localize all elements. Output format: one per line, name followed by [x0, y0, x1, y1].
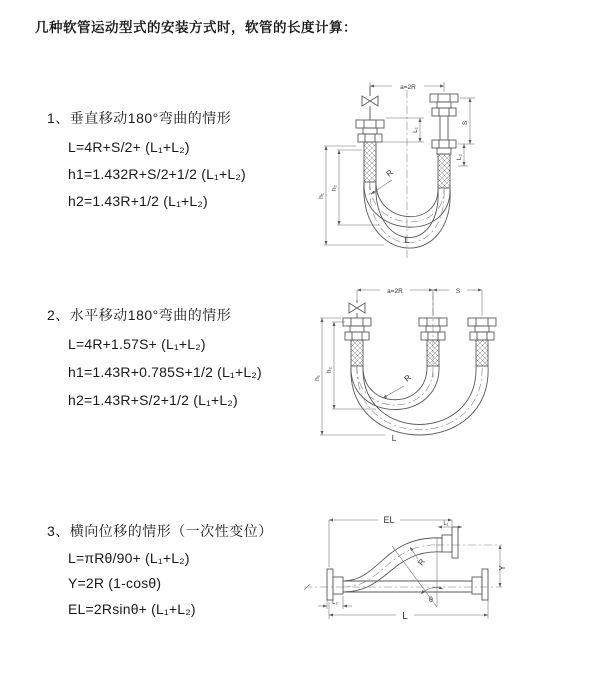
- hose-arcs: [351, 366, 488, 435]
- section-3-heading: 3、横向位移的情形（一次性变位）: [47, 523, 273, 539]
- dim-h1: [314, 318, 385, 435]
- diagram-horizontal-180-bend: [310, 278, 590, 463]
- dim-el-label: EL: [383, 515, 395, 525]
- section-1-formula-3: h2=1.43R+1/2 (L₁+L₂): [68, 193, 208, 209]
- radius-label: R: [416, 557, 427, 568]
- dim-l1: [382, 118, 424, 142]
- dim-y: [498, 545, 507, 587]
- right-pipe-fitting: [430, 94, 458, 188]
- diagram-vertical-180-bend: [312, 68, 590, 264]
- dim-l2: [456, 144, 468, 166]
- radius-leader: [383, 373, 413, 398]
- right-pipe-fitting: [468, 318, 496, 366]
- section-2-formula-1: L=4R+1.57S+ (L₁+L₂): [68, 336, 206, 352]
- dim-h2-label: h₂: [331, 184, 338, 192]
- diagram-lateral-displacement: [300, 502, 595, 657]
- dim-s-label: S: [455, 288, 461, 295]
- upper-flange: [442, 527, 458, 558]
- dim-h1-label: h₁: [314, 375, 321, 381]
- length-label: L: [404, 235, 410, 245]
- radius-label: R: [402, 372, 413, 384]
- dim-h2-label: h₂: [326, 366, 333, 374]
- dim-l2: [318, 596, 352, 609]
- dim-h1-label: h₁: [318, 193, 325, 199]
- section-3-formula-1: L=πRθ/90+ (L₁+L₂): [68, 550, 190, 566]
- dim-el: [329, 515, 452, 567]
- length-label: L: [391, 434, 397, 443]
- valve-icon: [362, 86, 378, 120]
- dim-y-label: Y: [498, 565, 507, 571]
- valve-icon: [349, 300, 365, 318]
- page-title: 几种软管运动型式的安装方式时，软管的长度计算：: [35, 20, 357, 35]
- left-pipe-fitting: [356, 120, 384, 182]
- dim-a2r-label: a=2R: [400, 84, 416, 91]
- dim-a2r-label: a=2R: [387, 288, 403, 295]
- dim-l1-label: L₁: [412, 127, 419, 133]
- dim-a2r: [370, 82, 444, 92]
- section-2-formula-3: h2=1.43R+S/2+1/2 (L₁+L₂): [68, 392, 238, 408]
- dim-l2-label: L₂: [456, 153, 463, 161]
- dim-l: [329, 600, 488, 622]
- section-2-formula-2: h1=1.43R+0.785S+1/2 (L₁+L₂): [68, 364, 262, 380]
- dim-s: [458, 98, 475, 144]
- dim-s: [433, 288, 482, 316]
- dim-s-label: S: [462, 120, 469, 126]
- section-1-heading: 1、垂直移动180°弯曲的情形: [47, 110, 232, 126]
- dim-a2r: [357, 288, 433, 316]
- section-1-formula-1: L=4R+S/2+ (L₁+L₂): [68, 139, 190, 155]
- section-2-heading: 2、水平移动180°弯曲的情形: [47, 307, 232, 323]
- section-3-formula-3: EL=2Rsinθ+ (L₁+L₂): [68, 601, 196, 617]
- section-1-formula-2: h1=1.432R+S/2+1/2 (L₁+L₂): [68, 166, 246, 182]
- radius-label: R: [384, 167, 395, 179]
- dim-l-label: L: [402, 611, 408, 622]
- right-flange: [472, 569, 488, 600]
- dim-l2-label: L₂: [332, 600, 338, 606]
- left-pipe-fitting: [343, 318, 371, 366]
- displaced-hose-curve: [343, 538, 442, 592]
- left-flange: [327, 569, 343, 600]
- dim-l1: [438, 521, 462, 527]
- angle-theta-label: θ: [429, 597, 433, 604]
- dim-l1-label: L₁: [443, 521, 449, 527]
- straight-hose: [343, 581, 472, 592]
- section-3-formula-2: Y=2R (1-cosθ): [68, 575, 162, 591]
